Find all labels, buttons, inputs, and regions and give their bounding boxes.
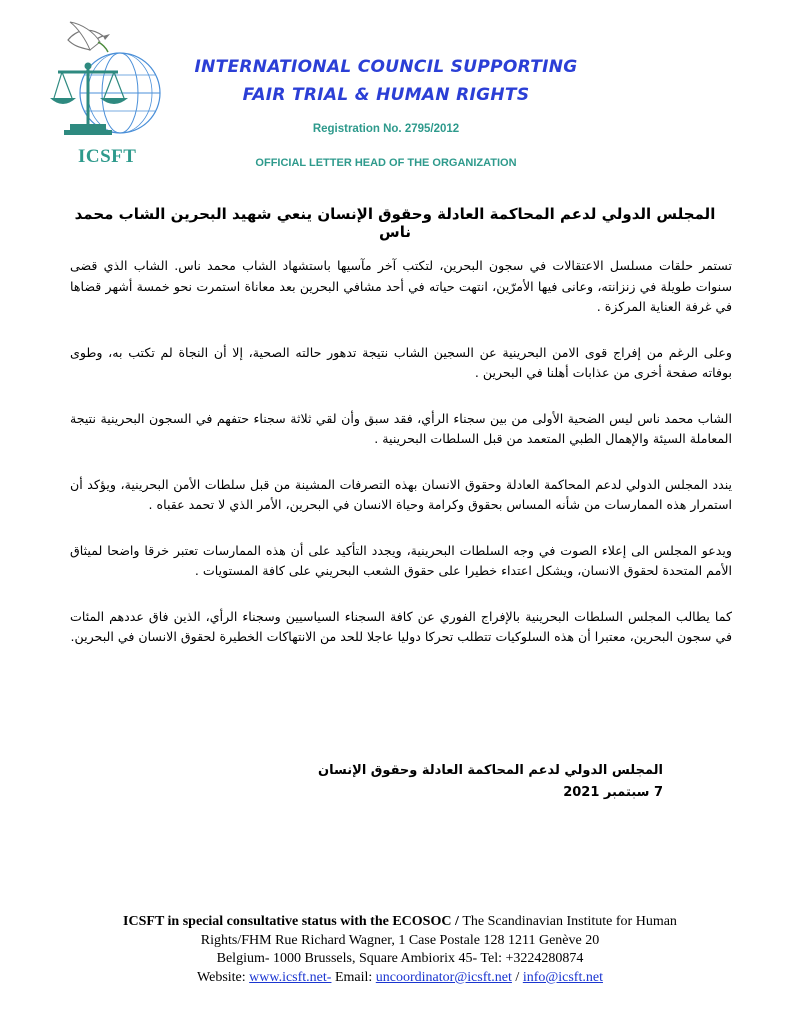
institute-name: The Scandinavian Institute for Human xyxy=(462,914,677,929)
website-label: Website: xyxy=(197,969,250,985)
paragraph: كما يطالب المجلس السلطات البحرينية بالإفراج الفوري عن كافة السجناء السياسيين وسجناء الرأي، الذين فاق عددهم المئات في سجون البحرين، معتبرا أن هذه السلوكيات تتطلب تحركا دوليا عاجلا للحد من الانتهاكات الخطيرة لحقوق الانسان في البحرين. xyxy=(70,608,732,644)
paragraph: وعلى الرغم من إفراج قوى الامن البحرينية عن السجين الشاب نتيجة تدهور حالته الصحية، إلا أن النجاة لم تكتب به، وطوى بوفاته صفحة أخرى من عذابات أهلنا في البحرين . xyxy=(70,344,732,380)
footer-contact-line xyxy=(60,969,740,988)
signature-date: 7 سبتمبر 2021 xyxy=(563,785,663,800)
footer-address-line: Rights/FHM Rue Richard Wagner, 1 Case Postale 128 1211 Genève 20 xyxy=(200,932,600,948)
logo-acronym: ICSFT xyxy=(78,146,137,167)
organization-name-line2: FAIR TRIAL & HUMAN RIGHTS xyxy=(242,85,530,105)
email-link-coordinator[interactable]: uncoordinator@icsft.net xyxy=(375,969,512,985)
paragraph: تستمر حلقات مسلسل الاعتقالات في سجون البحرين، لتكتب آخر مآسيها باستشهاد الشاب محمد ناس. الشاب الذي قضى سنوات طويلة في زنزانته، وعانى فيها الأمرّين، انتهت حياته في أحد مشافي البحرين بعد معاناة استمرت نحو خمسة أشهر قضاها في غرفة العناية المركزة . xyxy=(70,258,732,314)
dove-scales-globe-icon xyxy=(48,18,170,146)
registration-number: Registration No. 2795/2012 xyxy=(312,123,460,135)
document-body xyxy=(70,256,732,673)
signature-block xyxy=(318,760,663,804)
organization-name-line1: INTERNATIONAL COUNCIL SUPPORTING xyxy=(194,57,578,77)
email-separator: / xyxy=(511,969,523,985)
paragraph: ويدعو المجلس الى إعلاء الصوت في وجه السلطات البحرينية، ويجدد التأكيد على أن هذه الممارسات تعتبر خرقا واضحا لميثاق الأمم المتحدة لحقوق الانسان، ويشكل اعتداء خطيرا على حقوق الشعب البحريني على كافة المستويات . xyxy=(70,542,732,578)
letter-footer xyxy=(60,913,740,987)
letterhead-caption: OFFICIAL LETTER HEAD OF THE ORGANIZATION xyxy=(255,157,517,169)
footer-line1 xyxy=(60,913,740,932)
paragraph: يندد المجلس الدولي لدعم المحاكمة العادلة وحقوق الانسان بهذه التصرفات المشينة من قبل سلطات الأمن البحرينية، ويؤكد أن استمرار هذه الممارسات من شأنه المساس بحقوق وكرامة وحياة الانسان في البحرين، الأمر الذي لا تحمد عقباه . xyxy=(70,476,732,512)
email-link-info[interactable]: info@icsft.net xyxy=(522,969,603,985)
email-label: Email: xyxy=(331,969,376,985)
paragraph: الشاب محمد ناس ليس الضحية الأولى من بين سجناء الرأي، فقد سبق وأن لقي ثلاثة سجناء حتفهم في السجون البحرينية نتيجة المعاملة السيئة والإهمال الطبي المتعمد من قبل السلطات البحرينية . xyxy=(70,410,732,446)
signature-organization: المجلس الدولي لدعم المحاكمة العادلة وحقوق الإنسان xyxy=(318,763,663,778)
consultative-status-text: ICSFT in special consultative status with the ECOSOC / xyxy=(123,914,463,929)
document-title: المجلس الدولي لدعم المحاكمة العادلة وحقوق الإنسان ينعي شهيد البحرين الشاب محمد ناس xyxy=(74,205,716,241)
website-link[interactable]: www.icsft.net- xyxy=(249,969,332,985)
footer-city-phone: Belgium- 1000 Brussels, Square Ambiorix 45- Tel: +3224280874 xyxy=(216,951,584,966)
